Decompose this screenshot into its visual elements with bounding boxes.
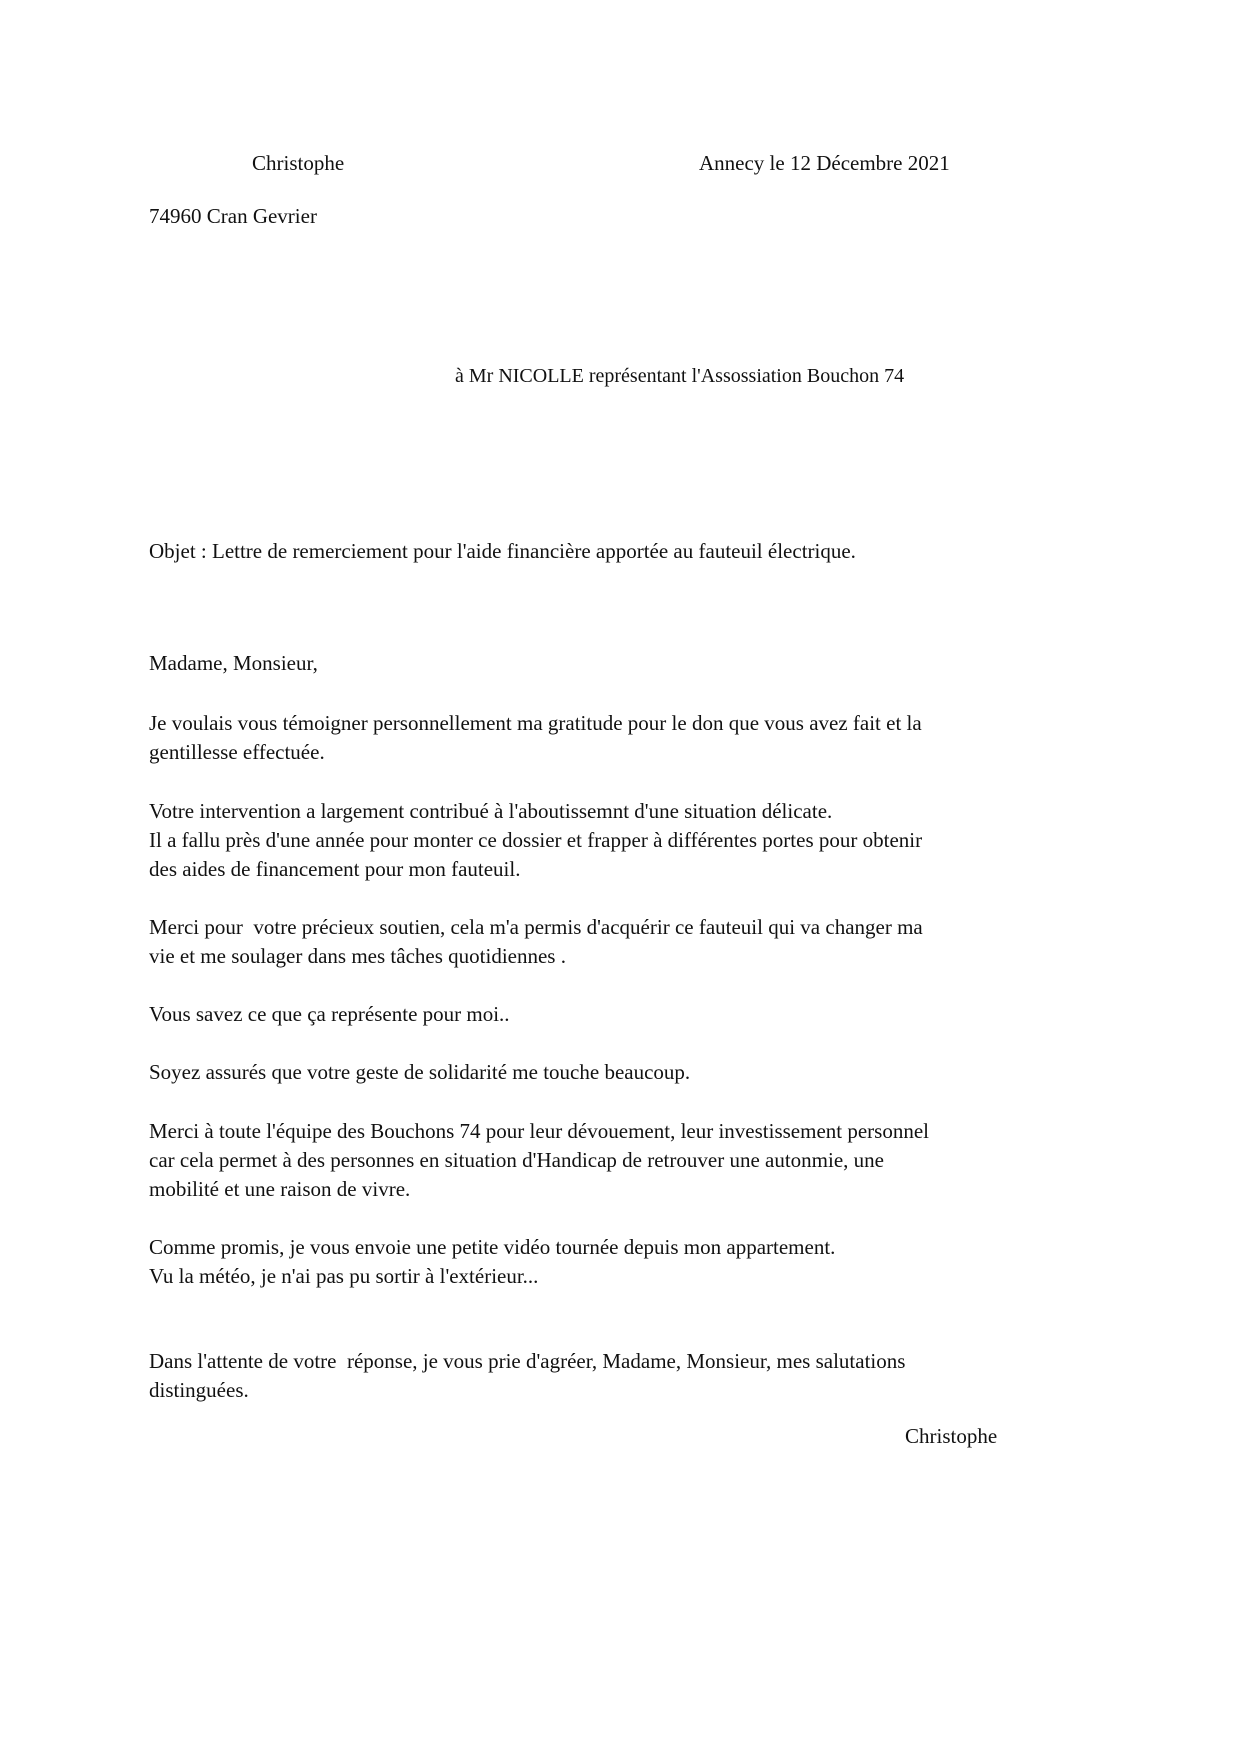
paragraph-line: distinguées.: [149, 1378, 249, 1402]
paragraph-line: Je voulais vous témoigner personnellement ma gratitude pour le don que vous avez fait et la: [149, 711, 922, 735]
paragraph-solidarity: [149, 1058, 1109, 1087]
sender-name: Christophe: [252, 151, 345, 175]
paragraph-gratitude: [149, 709, 1109, 767]
paragraph-thanks-support: [149, 913, 1109, 971]
paragraph-line: car cela permet à des personnes en situation d'Handicap de retrouver une autonmie, une: [149, 1148, 884, 1172]
salutation: Madame, Monsieur,: [149, 651, 318, 675]
paragraph-line: Votre intervention a largement contribué à l'aboutissemnt d'une situation délicate.: [149, 799, 833, 823]
paragraph-meaning: [149, 1000, 1109, 1029]
paragraph-line: Vous savez ce que ça représente pour moi..: [149, 1002, 510, 1026]
recipient-line: à Mr NICOLLE représentant l'Assossiation Bouchon 74: [455, 365, 905, 387]
paragraph-video: [149, 1233, 1109, 1291]
paragraph-intervention: [149, 797, 1109, 884]
paragraph-line: Merci pour votre précieux soutien, cela m'a permis d'acquérir ce fauteuil qui va changer ma: [149, 915, 923, 939]
paragraph-line: vie et me soulager dans mes tâches quotidiennes .: [149, 944, 566, 968]
place-date: Annecy le 12 Décembre 2021: [699, 151, 950, 175]
paragraph-line: Dans l'attente de votre réponse, je vous prie d'agréer, Madame, Monsieur, mes salutations: [149, 1349, 906, 1373]
signature: Christophe: [905, 1424, 998, 1448]
sender-address: 74960 Cran Gevrier: [149, 204, 317, 228]
paragraph-line: Merci à toute l'équipe des Bouchons 74 pour leur dévouement, leur investissement personnel: [149, 1119, 930, 1143]
paragraph-line: Comme promis, je vous envoie une petite vidéo tournée depuis mon appartement.: [149, 1235, 836, 1259]
paragraph-line: Il a fallu près d'une année pour monter ce dossier et frapper à différentes portes pour obtenir: [149, 828, 923, 852]
paragraph-line: mobilité et une raison de vivre.: [149, 1177, 411, 1201]
paragraph-line: des aides de financement pour mon fauteuil.: [149, 857, 521, 881]
paragraph-team-thanks: [149, 1117, 1109, 1204]
paragraph-line: Vu la météo, je n'ai pas pu sortir à l'extérieur...: [149, 1264, 539, 1288]
paragraph-closing: [149, 1347, 1109, 1405]
subject-line: Objet : Lettre de remerciement pour l'aide financière apportée au fauteuil électrique.: [149, 539, 856, 563]
paragraph-line: Soyez assurés que votre geste de solidarité me touche beaucoup.: [149, 1060, 691, 1084]
paragraph-line: gentillesse effectuée.: [149, 740, 325, 764]
